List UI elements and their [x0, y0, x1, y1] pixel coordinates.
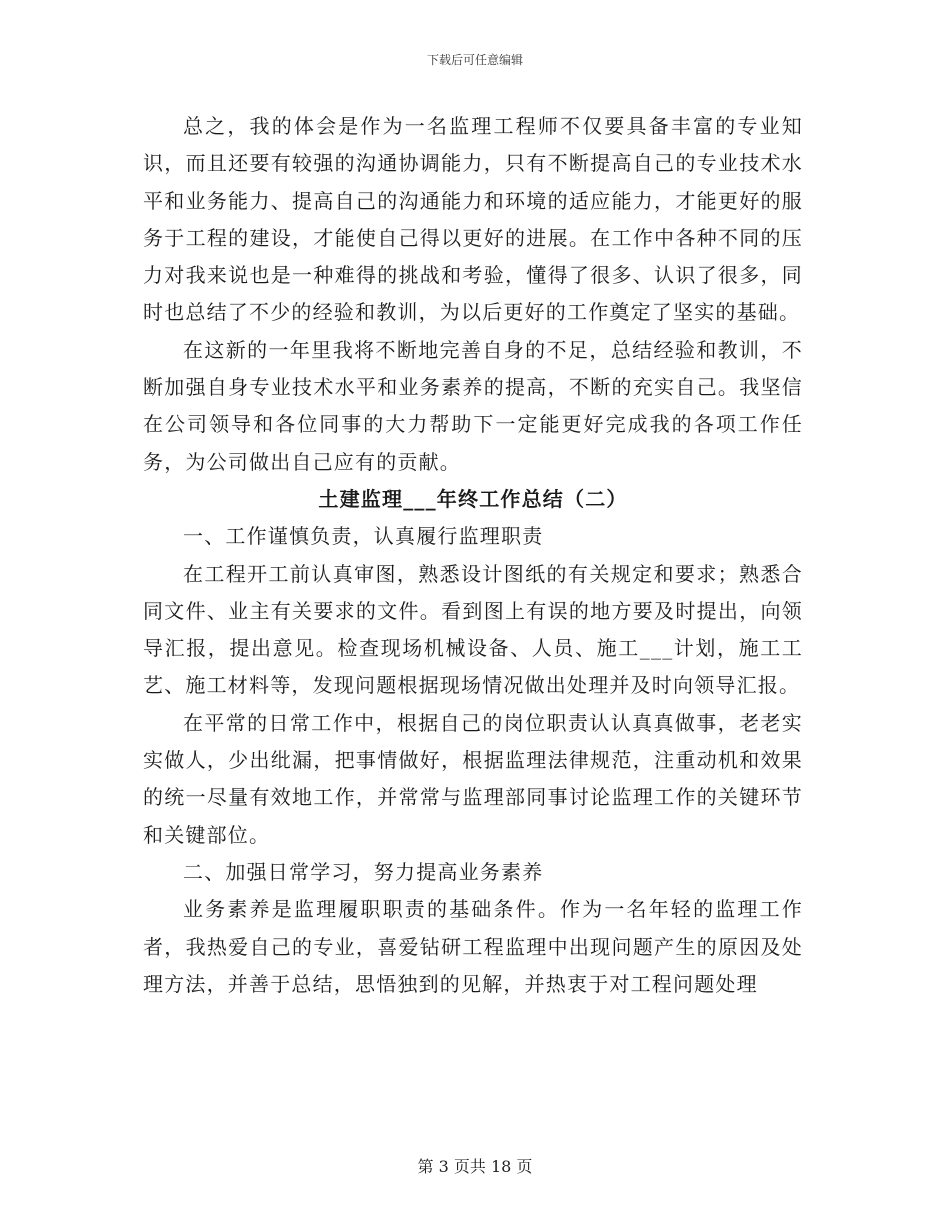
heading-item-2: 二、加强日常学习，努力提高业务素养 — [183, 859, 544, 884]
page-number: 第 3 页共 18 页 — [417, 1157, 533, 1176]
paragraph-review-drawings: 在工程开工前认真审图，熟悉设计图纸的有关规定和要求；熟悉合同文件、业主有关要求的文件。看到图上有误的地方要及时提出，向领导汇报，提出意见。检查现场机械设备、人员、施工___计划，施工工艺、施工材料等，发现问题根据现场情况做出处理并及时向领导汇报。 — [143, 561, 803, 698]
header-note: 下载后可任意编辑 — [426, 53, 523, 67]
paragraph-new-year: 在这新的一年里我将不断地完善自身的不足，总结经验和教训，不断加强自身专业技术水平和业务素养的提高，不断的充实自己。我坚信在公司领导和各位同事的大力帮助下一定能更好完成我的各项工作任务，为公司做出自己应有的贡献。 — [143, 337, 803, 474]
section-title: 土建监理___年终工作总结（二） — [318, 486, 628, 511]
paragraph-professional-quality: 业务素养是监理履职职责的基础条件。作为一名年轻的监理工作者，我热爱自己的专业，喜爱钻研工程监理中出现问题产生的原因及处理方法，并善于总结，思悟独到的见解，并热衷于对工程问题处理 — [143, 897, 803, 996]
heading-item-1: 一、工作谨慎负责，认真履行监理职责 — [183, 524, 544, 549]
paragraph-summary: 总之，我的体会是作为一名监理工程师不仅要具备丰富的专业知识，而且还要有较强的沟通协调能力，只有不断提高自己的专业技术水平和业务能力、提高自己的沟通能力和环境的适应能力，才能更好的服务于工程的建设，才能使自己得以更好的进展。在工作中各种不同的压力对我来说也是一种难得的挑战和考验，懂得了很多、认识了很多，同时也总结了不少的经验和教训，为以后更好的工作奠定了坚实的基础。 — [143, 114, 803, 325]
paragraph-daily-work: 在平常的日常工作中，根据自己的岗位职责认认真真做事，老老实实做人，少出纰漏，把事情做好，根据监理法律规范，注重动机和效果的统一尽量有效地工作，并常常与监理部同事讨论监理工作的关键环节和关键部位。 — [143, 710, 803, 847]
document-body — [143, 108, 803, 1003]
